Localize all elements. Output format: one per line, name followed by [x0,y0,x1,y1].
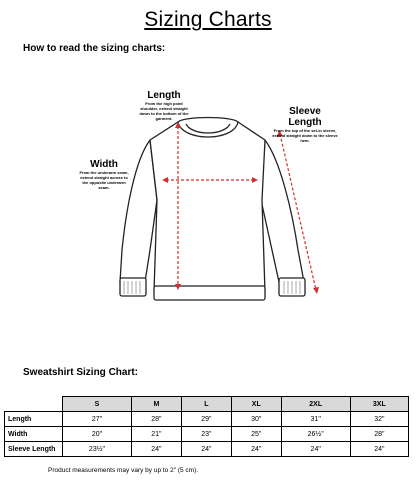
length-label [136,90,192,121]
table-cell: 25" [231,427,281,442]
table-cell: 23" [181,427,231,442]
table-cell: 31" [281,412,350,427]
size-header: XL [231,397,281,412]
table-corner-cell [5,397,63,412]
table-cell: 24" [181,442,231,457]
measurement-note: Product measurements may vary by up to 2" (5 cm). [48,467,199,474]
table-row [5,427,409,442]
size-header: 2XL [281,397,350,412]
table-cell: 27" [63,412,132,427]
width-description: From the underarm seam, extend straight across to the opposite underarm seam. [79,170,129,190]
how-to-read-heading: How to read the sizing charts: [23,43,166,54]
sweatshirt-illustration [0,60,416,360]
sleeve-description: From the top of the set-in sleeve, extend straight down to the sleeve hem. [272,128,338,143]
size-header: L [181,397,231,412]
length-heading: Length [147,90,181,101]
sleeve-label [272,106,338,143]
table-cell: 20" [63,427,132,442]
table-row [5,412,409,427]
row-label: Sleeve Length [5,442,63,457]
table-cell: 24" [350,442,408,457]
size-header: S [63,397,132,412]
row-label: Width [5,427,63,442]
size-header: 3XL [350,397,408,412]
table-cell: 24" [131,442,181,457]
sizing-table [4,396,409,457]
row-label: Length [5,412,63,427]
table-header-row [5,397,409,412]
table-cell: 24" [281,442,350,457]
sleeve-heading: Sleeve Length [288,106,322,128]
sizing-chart-heading: Sweatshirt Sizing Chart: [23,367,139,378]
table-cell: 24" [231,442,281,457]
width-heading: Width [90,159,118,170]
table-cell: 21" [131,427,181,442]
length-description: From the high point shoulder, extend straight down to the bottom of the garment. [139,101,189,121]
table-cell: 29" [181,412,231,427]
sweatshirt-diagram [0,60,416,360]
table-cell: 32" [350,412,408,427]
width-label [78,159,130,190]
table-cell: 28" [350,427,408,442]
table-cell: 23½" [63,442,132,457]
table-cell: 28" [131,412,181,427]
size-header: M [131,397,181,412]
table-row [5,442,409,457]
page-title: Sizing Charts [144,8,272,31]
table-cell: 26½" [281,427,350,442]
table-cell: 30" [231,412,281,427]
